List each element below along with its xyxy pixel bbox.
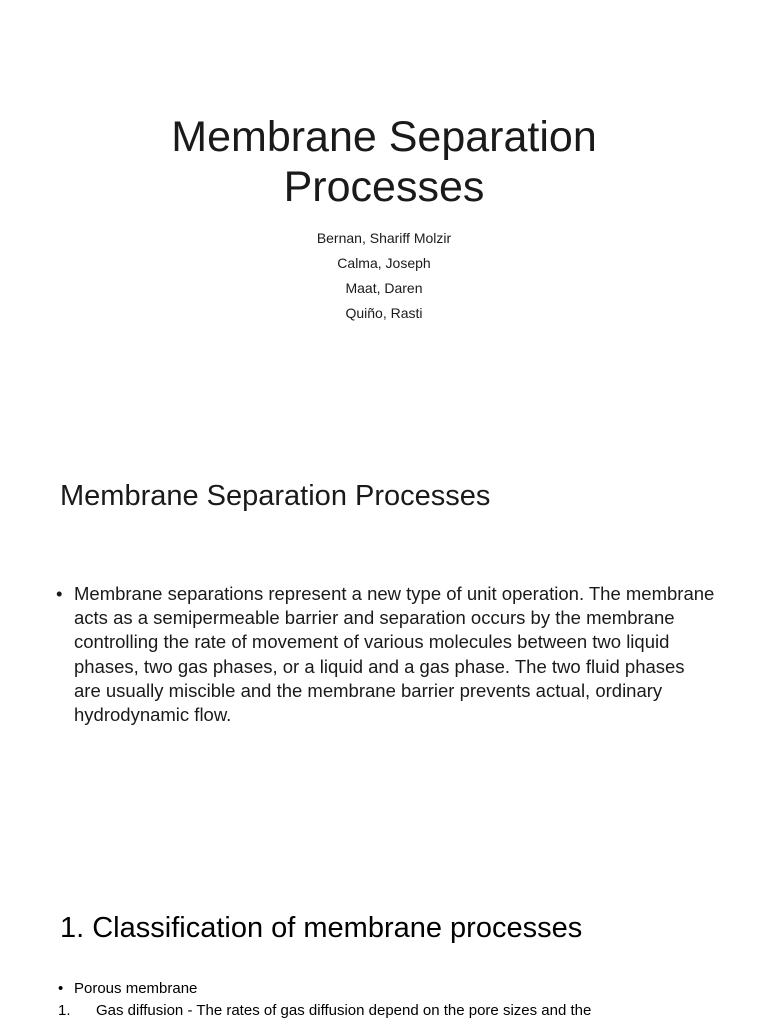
- bullet-text: Porous membrane: [74, 980, 198, 997]
- title-line-2: Processes: [283, 163, 485, 211]
- slide-heading: Membrane Separation Processes: [60, 480, 491, 512]
- slide-heading: 1. Classification of membrane processes: [60, 912, 583, 944]
- numbered-item-text: Gas diffusion - The rates of gas diffusion depend on the pore sizes and the: [96, 1002, 592, 1019]
- bullet-item: [56, 582, 716, 727]
- bullet-list: [56, 582, 716, 727]
- bullet-icon: •: [58, 980, 64, 997]
- title-line-1: Membrane Separation: [171, 113, 597, 161]
- classification-slide: [0, 864, 768, 1024]
- classification-list: [58, 978, 708, 1022]
- presentation-title: [0, 112, 768, 212]
- item-number: 1.: [58, 1002, 71, 1019]
- bullet-icon: •: [56, 583, 63, 604]
- numbered-item: [58, 1000, 708, 1022]
- author-list: [0, 226, 768, 326]
- title-slide: [0, 0, 768, 432]
- bullet-item: [58, 978, 708, 1000]
- author-name: Quiño, Rasti: [345, 305, 423, 321]
- author-name: Calma, Joseph: [337, 255, 431, 271]
- author-name: Bernan, Shariff Molzir: [316, 230, 452, 246]
- bullet-text: Membrane separations represent a new type of unit operation. The membrane acts as a semipermeable barrier and separation occurs by the membrane controlling the rate of movement of various molecules between two liquid phases, two gas phases, or a liquid and a gas phase. The two fluid phases are usually miscible and the membrane barrier prevents actual, ordinary hydrodynamic flow.: [74, 583, 715, 726]
- overview-slide: [0, 432, 768, 864]
- author-name: Maat, Daren: [345, 280, 423, 296]
